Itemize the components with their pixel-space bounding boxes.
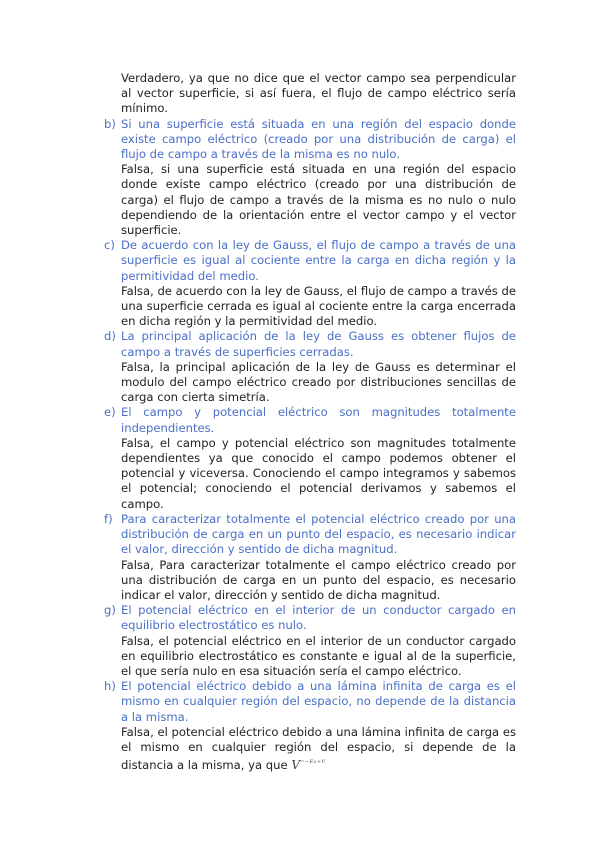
item-statement: El potencial eléctrico debido a una lámina infinita de carga es el mismo en cualquier región del espacio, no depende de la distancia a la misma. <box>121 679 516 724</box>
intro-answer: Verdadero, ya que no dice que el vector campo sea perpendicular al vector superficie, si así fuera, el flujo de campo eléctrico sería mínimo. <box>121 71 516 116</box>
document-content <box>0 71 599 773</box>
item-statement: El campo y potencial eléctrico son magnitudes totalmente independientes. <box>121 405 516 435</box>
item-letter: e) <box>104 405 116 420</box>
list-item-g <box>104 603 516 679</box>
formula-superscript: =−Ex+V <box>299 759 326 766</box>
item-letter: c) <box>104 238 115 253</box>
item-letter: g) <box>104 603 116 618</box>
list-item-d <box>104 329 516 405</box>
list-item-c <box>104 238 516 329</box>
item-letter: b) <box>104 116 116 131</box>
item-letter: f) <box>104 511 113 526</box>
item-answer: Falsa, el campo y potencial eléctrico son magnitudes totalmente dependientes ya que conocido el campo podemos obtener el potencial y viceversa. Conociendo el campo integramos y sabemos el potencial; conociendo el potencial derivamos y sabemos el campo. <box>121 435 516 511</box>
item-answer: Falsa, de acuerdo con la ley de Gauss, el flujo de campo a través de una superficie cerrada es igual al cociente entre la carga encerrada en dicha región y la permitividad del medio. <box>121 283 516 329</box>
item-statement: Para caracterizar totalmente el potencial eléctrico creado por una distribución de carga en un punto del espacio, es necesario indicar el valor, dirección y sentido de dicha magnitud. <box>121 511 516 557</box>
item-letter: h) <box>104 679 116 694</box>
item-answer: Falsa, el potencial eléctrico en el interior de un conductor cargado en equilibrio electrostático es constante e igual al de la superficie, el que sería nulo en esa situación sería el campo eléctrico. <box>121 633 516 678</box>
item-answer: Falsa, el potencial eléctrico debido a una lámina infinita de carga es el mismo en cualquier región del espacio, si depende de la distancia a la misma, ya que <box>121 724 516 773</box>
list-item-b <box>104 116 516 239</box>
list-item-f <box>104 511 516 603</box>
item-answer-with-formula <box>121 725 516 774</box>
item-answer: Falsa, si una superficie está situada en una región del espacio donde existe campo eléctrico (creado por una distribución de carga) el flujo de campo a través de la misma es no nulo o nulo dependiendo de la orientación entre el vector campo y el vector superficie. <box>121 162 516 238</box>
item-answer: Falsa, la principal aplicación de la ley de Gauss es determinar el modulo del campo eléctrico creado por distribuciones sencillas de carga con cierta simetría. <box>121 359 516 405</box>
item-statement: El potencial eléctrico en el interior de un conductor cargado en equilibrio electrostático es nulo. <box>121 603 516 633</box>
item-answer: Falsa, Para caracterizar totalmente el campo eléctrico creado por una distribución de carga en un punto del espacio, es necesario indicar el valor, dirección y sentido de dicha magnitud. <box>121 557 516 602</box>
item-statement: Si una superficie está situada en una región del espacio donde existe campo eléctrico (creado por una distribución de carga) el flujo de campo a través de la misma es no nulo. <box>121 116 516 162</box>
list-item-h <box>104 679 516 773</box>
item-letter: d) <box>104 329 116 344</box>
potential-formula <box>291 758 325 772</box>
formula-main: V <box>291 758 300 773</box>
list-item-e <box>104 405 516 511</box>
item-statement: La principal aplicación de la ley de Gauss es obtener flujos de campo a través de superficies cerradas. <box>121 329 516 359</box>
item-statement: De acuerdo con la ley de Gauss, el flujo de campo a través de una superficie es igual al cociente entre la carga en dicha región y la permitividad del medio. <box>121 238 516 283</box>
